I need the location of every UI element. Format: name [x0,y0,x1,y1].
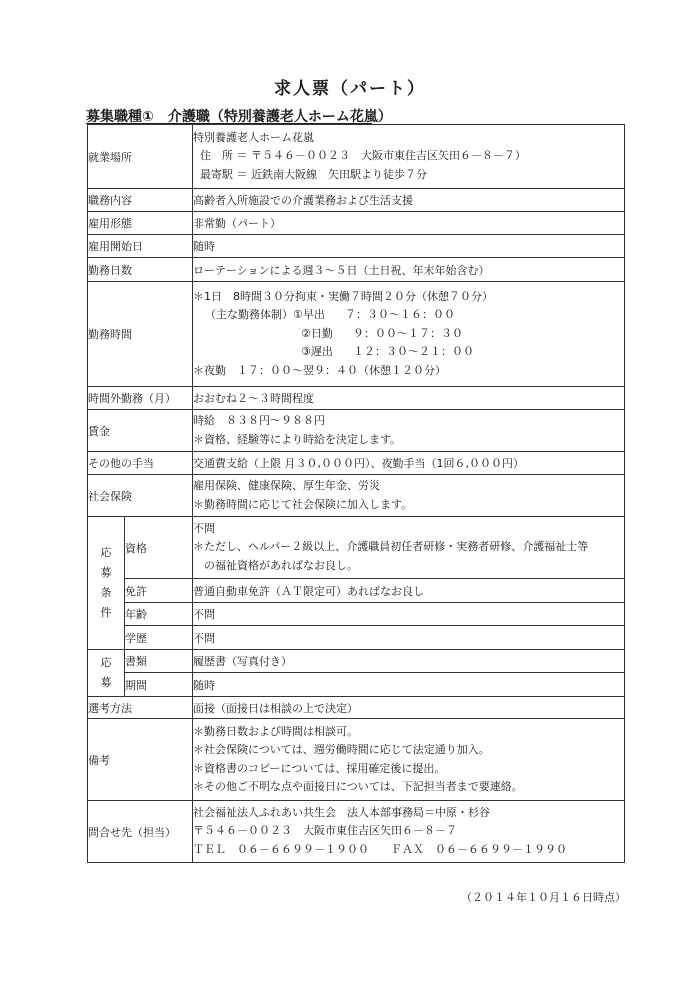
label-qualification: 資格 [125,517,193,579]
row-remarks [88,719,625,801]
row-hours [88,282,625,387]
contact-address: 〒５４６－００２３ 大阪市東住吉区矢田６－８－７ [193,824,457,838]
workplace-address: 住 所 ＝ 〒５４６－００２３ 大阪市東住吉区矢田６－８－７） [200,149,526,163]
job-category-heading: 募集職種① 介護職（特別養護老人ホーム花嵐） [86,109,392,125]
value-overtime: おおむね２～３時間程度 [193,387,625,410]
row-contact [88,801,625,863]
insurance-note: ＊勤務時間に応じて社会保険に加入します。 [193,497,413,511]
job-posting-table [87,124,625,863]
value-qualification [193,517,625,579]
row-allowance [88,452,625,475]
remark-2: ＊社会保険については、週労働時間に応じて法定通り加入。 [193,743,490,756]
insurance-types: 雇用保険、健康保険、厚生年金、労災 [193,479,380,492]
value-selection: 面接（面接日は相談の上で決定） [193,697,625,719]
shift-day-name: ②日勤 [301,326,333,340]
value-allowance: 交通費支給（上限 月３０,０００円）、夜勤手当（1回６,０００円） [193,452,625,475]
label-period: 期間 [125,673,193,697]
row-documents [88,650,625,673]
row-employment-type [88,212,625,235]
row-work-days [88,258,625,282]
label-wage: 賃金 [88,410,193,452]
document-title: 求人票（パート） [274,79,426,99]
label-allowance: その他の手当 [88,452,193,475]
value-license: 普通自動車免許（ＡＴ限定可）あればなお良し [193,579,625,603]
label-license: 免許 [125,579,193,603]
label-contact: 問合せ先（担当） [88,801,193,863]
label-hours: 勤務時間 [88,282,193,387]
value-remarks [193,719,625,801]
row-period [88,673,625,697]
shift-system-label: （主な勤務体制） [205,308,293,322]
hours-summary: ＊1日 8時間３０分拘束・実働７時間２０分（休憩７０分） [193,289,493,303]
row-age [88,603,625,626]
wage-amount: 時給 ８３８円～９８８円 [193,414,325,427]
value-duties: 高齢者入所施設での介護業務および生活支援 [193,189,625,212]
label-insurance: 社会保険 [88,475,193,517]
remark-3: ＊資格書のコピーについては、採用確定後に提出。 [193,761,446,775]
shift-day [193,325,624,344]
group-label-application: 応 募 [88,650,125,697]
label-documents: 書類 [125,650,193,673]
remark-4: ＊その他ご不明な点や面接日については、下記担当者まで要連絡。 [193,780,523,793]
value-wage [193,410,625,452]
label-employment-type: 雇用形態 [88,212,193,235]
workplace-name: 特別養護老人ホーム花嵐 [193,130,314,144]
row-overtime [88,387,625,410]
workplace-station: 最寄駅 ＝ 近鉄南大阪線 矢田駅より徒歩７分 [200,167,427,181]
value-insurance [193,475,625,517]
row-workplace [88,125,625,189]
shift-late-name: ③遅出 [301,345,333,359]
group-label-conditions: 応 募 条 件 [88,517,125,650]
value-hours [193,282,625,387]
row-start-date [88,235,625,258]
value-workplace [193,125,625,189]
row-insurance [88,475,625,517]
qualification-preferred-cont: の福祉資格があればなお良し。 [193,558,358,572]
label-education: 学歴 [125,626,193,650]
qualification-preferred: ＊ただし、ヘルパー２級以上、介護職員初任者研修・実務者研修、介護福祉士等 [193,540,589,554]
contact-organization: 社会福祉法人ふれあい共生会 法人本部事務局＝中原・杉谷 [193,805,490,819]
value-documents: 履歴書（写真付き） [193,650,625,673]
shift-late-time: １２：３０～２１：００ [353,345,474,359]
row-duties [88,189,625,212]
value-start-date: 随時 [193,235,625,258]
row-qualification [88,517,625,579]
wage-note: ＊資格、経験等により時給を決定します。 [193,432,402,446]
value-period: 随時 [193,673,625,697]
contact-phone-fax: ＴＥＬ ０６－６６９９－１９００ ＦＡＸ ０６－６６９９－１９９０ [193,842,567,856]
row-wage [88,410,625,452]
label-overtime: 時間外勤務（月） [88,387,193,410]
label-duties: 職務内容 [88,189,193,212]
label-start-date: 雇用開始日 [88,235,193,258]
value-age: 不問 [193,603,625,626]
shift-early [193,306,624,325]
shift-early-time: ７：３０～１６：００ [345,308,455,322]
label-workplace: 就業場所 [88,125,193,189]
label-selection: 選考方法 [88,697,193,719]
row-license [88,579,625,603]
value-work-days: ローテーションによる週３～５日（土日祝、年末年始含む） [193,258,625,282]
remark-1: ＊勤務日数および時間は相談可。 [193,724,358,738]
row-selection [88,697,625,719]
label-remarks: 備考 [88,719,193,801]
as-of-date: （２０１４年１０月１６日時点） [461,891,626,904]
label-age: 年齢 [125,603,193,626]
value-employment-type: 非常勤（パート） [193,212,625,235]
shift-day-time: ９：００～１７：３０ [353,326,463,340]
value-education: 不問 [193,626,625,650]
shift-late [193,343,624,362]
qualification-required: 不問 [193,521,215,535]
row-education [88,626,625,650]
label-work-days: 勤務日数 [88,258,193,282]
value-contact [193,801,625,863]
night-shift: ＊夜勤 １７：００～翌９：４０（休憩１２０分） [193,363,446,377]
shift-early-name: ①早出 [293,308,325,322]
